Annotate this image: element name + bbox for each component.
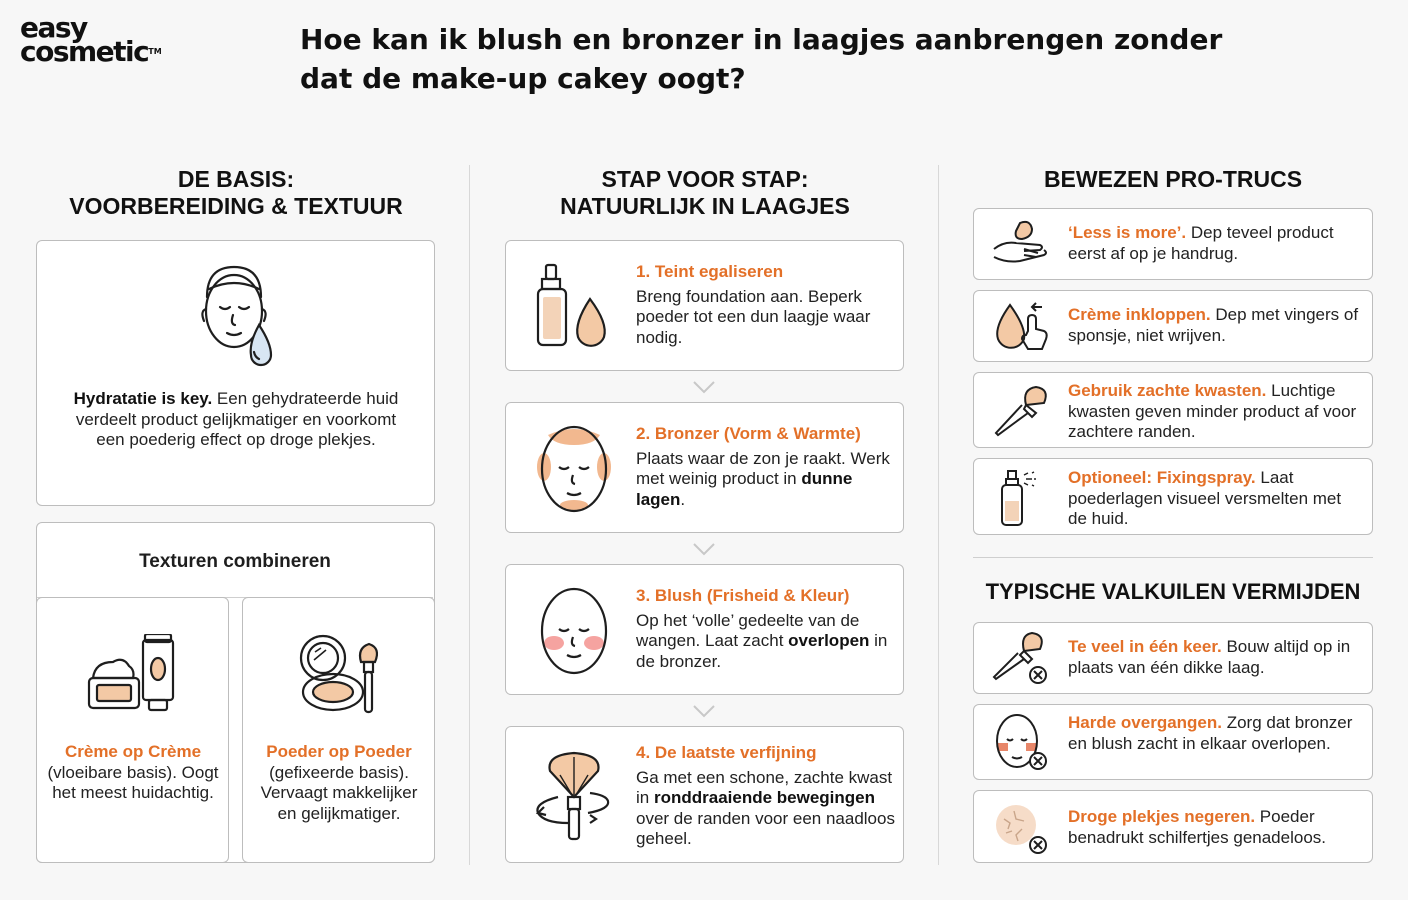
step-1-title: 1. Teint egaliseren <box>636 262 784 281</box>
brand-logo <box>20 11 162 68</box>
pitfall-3-text: Droge plekjes negeren. Poeder benadrukt schilfertjes genadeloos. <box>1068 807 1326 847</box>
col2-heading <box>505 166 905 220</box>
pitfalls-heading: TYPISCHE VALKUILEN VERMIJDEN <box>985 579 1361 604</box>
step-2-title: 2. Bronzer (Vorm & Warmte) <box>636 424 861 443</box>
trick-card <box>973 372 1373 448</box>
trick-card <box>973 290 1373 362</box>
col2-heading-line1: STAP VOOR STAP: <box>601 166 809 192</box>
col1-heading-line1: DE BASIS: <box>177 166 295 192</box>
step-1-body: Breng foundation aan. Beperk poeder tot een dun laagje waar nodig. <box>636 286 871 347</box>
step-4-body: Ga met een schone, zachte kwast in ronddraaiende bewegingen over de randen voor een naadloos geheel. <box>636 767 895 848</box>
sponge-press-icon <box>992 301 1050 351</box>
col1-heading <box>36 166 436 220</box>
trick-2-text: Crème inkloppen. Dep met vingers of sponsje, niet wrijven. <box>1068 305 1359 345</box>
cream-body: (vloeibare basis). Oogt het meest huidachtig. <box>47 762 219 802</box>
cream-text <box>43 742 223 804</box>
column-divider <box>938 165 939 865</box>
col2-heading-line2: NATUURLIJK IN LAAGJES <box>560 193 850 219</box>
step-2-text <box>636 424 896 510</box>
hand-tap-icon <box>990 219 1050 269</box>
page-title: Hoe kan ik blush en bronzer in laagjes aanbrengen zonder dat de make-up cakey oogt? <box>300 23 1223 95</box>
pitfall-2-text: Harde overgangen. Zorg dat bronzer en blush zacht in elkaar overlopen. <box>1068 713 1353 753</box>
textures-title: Texturen combineren <box>139 551 331 572</box>
chevron-down-icon <box>692 542 716 556</box>
hydration-text <box>67 389 405 451</box>
cream-title: Crème op Crème <box>64 742 202 761</box>
powder-card <box>242 597 435 863</box>
dry-skin-x-icon <box>992 799 1052 857</box>
step-4-text <box>636 743 896 850</box>
blush-face-icon <box>534 585 614 677</box>
logo-word: cosmetic <box>20 35 149 68</box>
circular-brush-icon <box>528 747 620 843</box>
pitfall-1-text: Te veel in één keer. Bouw altijd op in plaats van één dikke laag. <box>1068 637 1351 677</box>
step-card <box>505 564 904 695</box>
trademark: TM <box>148 47 162 56</box>
step-card <box>505 402 904 533</box>
hydration-title: Hydratatie is key. <box>73 389 213 408</box>
trick-3-text: Gebruik zachte kwasten. Luchtige kwasten geven minder product af voor zachtere randen. <box>1068 381 1357 441</box>
brush-x-icon <box>990 631 1050 687</box>
trick-card <box>973 458 1373 535</box>
step-card <box>505 240 904 371</box>
foundation-sponge-icon <box>534 263 614 349</box>
face-x-icon <box>992 713 1052 773</box>
step-3-title: 3. Blush (Frisheid & Kleur) <box>636 586 850 605</box>
section-divider <box>973 557 1373 558</box>
col1-heading-line2: VOORBEREIDING & TEXTUUR <box>69 193 403 219</box>
step-3-text <box>636 586 896 672</box>
soft-brush-icon <box>992 383 1050 439</box>
setting-spray-icon <box>996 469 1046 529</box>
face-water-drop-icon <box>187 259 287 374</box>
bronzer-face-icon <box>534 423 614 515</box>
logo-line1: easy <box>20 11 87 44</box>
column-divider <box>469 165 470 865</box>
pitfall-card <box>973 622 1373 694</box>
logo-line2 <box>20 35 162 68</box>
chevron-down-icon <box>692 704 716 718</box>
pitfall-card <box>973 704 1373 780</box>
col3-heading: BEWEZEN PRO-TRUCS <box>1043 166 1303 192</box>
step-card <box>505 726 904 863</box>
step-3-body: Op het ‘volle’ gedeelte van de wangen. Laat zacht overlopen in de bronzer. <box>636 610 888 671</box>
trick-1-text: ‘Less is more’. Dep teveel product eerst af op je handrug. <box>1068 223 1334 263</box>
step-1-text <box>636 262 896 348</box>
powder-text <box>249 742 429 824</box>
step-2-body: Plaats waar de zon je raakt. Werk met weinig product in dunne lagen. <box>636 448 890 509</box>
cream-card <box>36 597 229 863</box>
pitfall-card <box>973 790 1373 863</box>
compact-powder-brush-icon <box>295 634 385 716</box>
powder-title: Poeder op Poeder <box>266 742 412 761</box>
powder-body: (gefixeerde basis). Vervaagt makkelijker en gelijkmatiger. <box>260 762 418 823</box>
chevron-down-icon <box>692 380 716 394</box>
hydration-card <box>36 240 435 506</box>
trick-card <box>973 208 1373 280</box>
hydration-body: Een gehydrateerde huid verdeelt product gelijkmatiger en voorkomt een poederig effect op droge plekjes. <box>75 389 399 449</box>
trick-4-text: Optioneel: Fixingspray. Laat poederlagen visueel versmelten met de huid. <box>1068 468 1342 528</box>
step-4-title: 4. De laatste verfijning <box>636 743 817 762</box>
cream-jar-tube-icon <box>85 634 185 716</box>
